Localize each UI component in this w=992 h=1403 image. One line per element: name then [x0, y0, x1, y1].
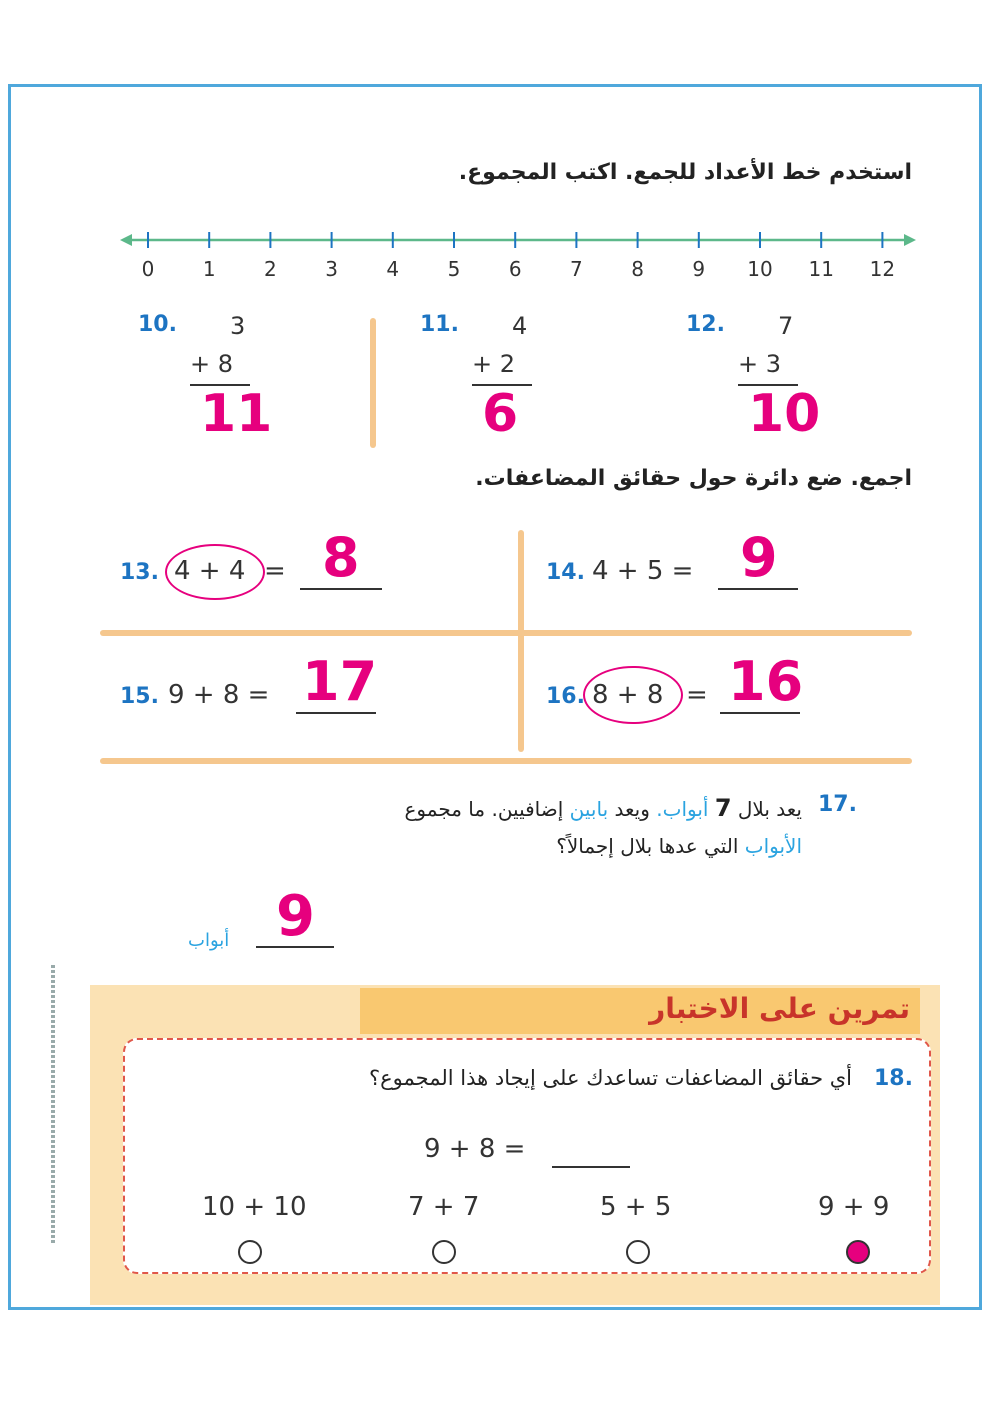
word-problem-keyword: بابين	[569, 797, 609, 821]
word-problem-line-2	[556, 834, 802, 858]
grid-divider-vertical	[518, 530, 524, 752]
word-problem-text: إضافيين. ما مجموع	[404, 797, 564, 821]
problem-15-answer: 17	[302, 650, 378, 713]
addend-bottom: + 2	[472, 350, 516, 378]
problem-17-answer: 9	[276, 884, 315, 949]
problem-18-number: 18.	[874, 1066, 913, 1091]
problem-14-number: 14.	[546, 560, 585, 585]
problem-14-answer: 9	[740, 526, 778, 589]
option-radio-9-9[interactable]	[846, 1240, 870, 1264]
problem-15-number: 15.	[120, 684, 159, 709]
problem-16-number: 16.	[546, 684, 585, 709]
number-line-label: 1	[202, 257, 216, 281]
addend-bottom: + 8	[190, 350, 234, 378]
word-problem-text: ويعد	[614, 797, 650, 821]
problem-13-answer: 8	[322, 526, 360, 589]
grid-divider-bottom	[100, 758, 912, 764]
number-line-label: 5	[447, 257, 461, 281]
number-line-label: 7	[570, 257, 583, 281]
option-label: 9 + 9	[818, 1192, 890, 1222]
number-line-label: 6	[508, 257, 522, 281]
number-line-instruction: استخدم خط الأعداد للجمع. اكتب المجموع.	[458, 160, 912, 185]
option-label: 5 + 5	[600, 1192, 672, 1222]
option-radio-10-10[interactable]	[238, 1240, 262, 1264]
number-line-left-arrow	[120, 234, 132, 246]
problem-16-answer: 16	[728, 650, 804, 713]
number-line-right-arrow	[904, 234, 916, 246]
problem-16-equals: =	[686, 680, 708, 710]
option-label: 7 + 7	[408, 1192, 480, 1222]
option-radio-7-7[interactable]	[432, 1240, 456, 1264]
addend-bottom: + 3	[738, 350, 782, 378]
addend-top: 3	[230, 312, 246, 340]
number-line-label: 10	[747, 257, 773, 281]
number-line-label: 3	[325, 257, 338, 281]
answer-blank	[552, 1166, 630, 1168]
problem-15-expression: 9 + 8 =	[168, 680, 270, 710]
word-problem-number: 7	[714, 794, 732, 822]
test-question: أي حقائق المضاعفات تساعدك على إيجاد هذا المجموع؟	[369, 1066, 852, 1090]
doubles-instruction: اجمع. ضع دائرة حول حقائق المضاعفات.	[475, 466, 912, 491]
problem-16-expression: 8 + 8	[592, 680, 664, 710]
sum-answer: 6	[482, 384, 519, 444]
addend-top: 7	[778, 312, 794, 340]
option-label: 10 + 10	[202, 1192, 307, 1222]
problem-13-equals: =	[264, 556, 286, 586]
problem-17-number: 17.	[818, 792, 857, 817]
sum-answer: 10	[748, 384, 821, 444]
problem-number: 10.	[138, 312, 177, 337]
word-problem-keyword: الأبواب	[744, 834, 802, 858]
number-line-label: 11	[808, 257, 834, 281]
problem-divider	[370, 318, 376, 448]
word-problem-keyword: أبواب.	[656, 797, 709, 821]
number-line-label: 9	[692, 257, 706, 281]
test-equation: 9 + 8 =	[424, 1134, 526, 1164]
number-line-label: 0	[141, 257, 155, 281]
problem-14-expression: 4 + 5 =	[592, 556, 694, 586]
problem-number: 12.	[686, 312, 725, 337]
word-problem-line-1	[404, 794, 802, 822]
number-line-label: 12	[869, 257, 896, 281]
test-practice-title: تمرين على الاختبار	[649, 992, 910, 1025]
number-line-label: 8	[631, 257, 644, 281]
answer-unit: أبواب	[188, 930, 230, 951]
problem-13-expression: 4 + 4	[174, 556, 246, 586]
sum-answer: 11	[200, 384, 273, 444]
grid-divider-horizontal	[100, 630, 912, 636]
option-radio-5-5[interactable]	[626, 1240, 650, 1264]
addend-top: 4	[512, 312, 528, 340]
number-line-label: 4	[386, 257, 400, 281]
problem-13-number: 13.	[120, 560, 159, 585]
number-line-label: 2	[264, 257, 277, 281]
word-problem-text: التي عدها بلال إجمالاً؟	[556, 834, 739, 858]
word-problem-text: يعد بلال	[737, 797, 802, 821]
number-line	[118, 226, 918, 286]
problem-number: 11.	[420, 312, 459, 337]
copyright-strip	[46, 965, 60, 1245]
